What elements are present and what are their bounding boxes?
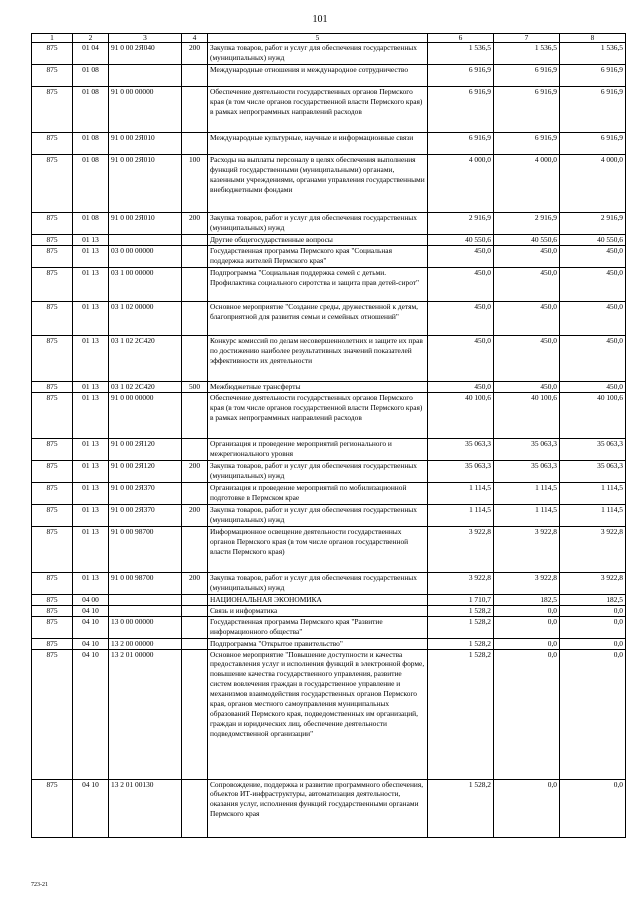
amount-col6-cell: 6 916,9 <box>428 87 494 133</box>
item-name-cell: Подпрограмма "Открытое правительство" <box>208 638 428 649</box>
section-code-cell: 01 13 <box>73 267 109 301</box>
expense-type-cell <box>182 301 208 335</box>
expense-type-cell <box>182 594 208 605</box>
section-code-cell: 01 13 <box>73 235 109 246</box>
publisher-code-cell: 875 <box>32 392 73 438</box>
amount-col6-cell: 40 550,6 <box>428 235 494 246</box>
publisher-code-cell: 875 <box>32 65 73 87</box>
publisher-code-cell: 875 <box>32 504 73 526</box>
amount-col7-cell: 2 916,9 <box>494 213 560 235</box>
amount-col8-cell: 2 916,9 <box>560 213 626 235</box>
item-name-cell: Связь и информатика <box>208 605 428 616</box>
amount-col8-cell: 1 536,5 <box>560 43 626 65</box>
section-code-cell: 01 13 <box>73 381 109 392</box>
amount-col8-cell: 4 000,0 <box>560 155 626 213</box>
section-code-cell: 01 13 <box>73 526 109 572</box>
amount-col6-cell: 1 710,7 <box>428 594 494 605</box>
item-name-cell: Закупка товаров, работ и услуг для обеспечения государственных (муниципальных) нужд <box>208 572 428 594</box>
target-article-cell: 91 0 00 2Я370 <box>109 504 182 526</box>
section-code-cell: 01 13 <box>73 504 109 526</box>
amount-col6-cell: 1 536,5 <box>428 43 494 65</box>
expense-type-cell <box>182 133 208 155</box>
target-article-cell <box>109 235 182 246</box>
column-number: 3 <box>109 34 182 43</box>
publisher-code-cell: 875 <box>32 133 73 155</box>
publisher-code-cell: 875 <box>32 605 73 616</box>
expense-type-cell: 200 <box>182 43 208 65</box>
expense-type-cell <box>182 267 208 301</box>
amount-col6-cell: 450,0 <box>428 267 494 301</box>
table-header <box>32 34 626 43</box>
publisher-code-cell: 875 <box>32 482 73 504</box>
expense-type-cell <box>182 605 208 616</box>
section-code-cell: 01 13 <box>73 438 109 460</box>
column-number: 1 <box>32 34 73 43</box>
item-name-cell: Подпрограмма "Социальная поддержка семей с детьми. Профилактика социального сиротства и защита прав детей-сирот" <box>208 267 428 301</box>
target-article-cell <box>109 605 182 616</box>
target-article-cell: 03 0 00 00000 <box>109 245 182 267</box>
target-article-cell: 91 0 00 00000 <box>109 392 182 438</box>
table-row <box>32 133 626 155</box>
amount-col7-cell: 182,5 <box>494 594 560 605</box>
amount-col8-cell: 6 916,9 <box>560 87 626 133</box>
amount-col8-cell: 0,0 <box>560 649 626 779</box>
amount-col8-cell: 0,0 <box>560 638 626 649</box>
publisher-code-cell: 875 <box>32 155 73 213</box>
table-row <box>32 381 626 392</box>
amount-col7-cell: 6 916,9 <box>494 87 560 133</box>
item-name-cell: Закупка товаров, работ и услуг для обеспечения государственных (муниципальных) нужд <box>208 43 428 65</box>
amount-col8-cell: 40 550,6 <box>560 235 626 246</box>
amount-col8-cell: 40 100,6 <box>560 392 626 438</box>
target-article-cell: 91 0 00 2Я010 <box>109 133 182 155</box>
item-name-cell: Государственная программа Пермского края "Развитие информационного общества" <box>208 616 428 638</box>
table-row <box>32 392 626 438</box>
amount-col6-cell: 1 114,5 <box>428 482 494 504</box>
publisher-code-cell: 875 <box>32 335 73 381</box>
table-row <box>32 301 626 335</box>
amount-col8-cell: 0,0 <box>560 779 626 837</box>
section-code-cell: 01 08 <box>73 133 109 155</box>
amount-col8-cell: 3 922,8 <box>560 572 626 594</box>
amount-col7-cell: 450,0 <box>494 301 560 335</box>
table-row <box>32 267 626 301</box>
target-article-cell: 03 1 02 00000 <box>109 301 182 335</box>
target-article-cell: 91 0 00 2Я040 <box>109 43 182 65</box>
footer-code: 723-21 <box>31 882 48 888</box>
item-name-cell: Международные отношения и международное сотрудничество <box>208 65 428 87</box>
amount-col8-cell: 6 916,9 <box>560 133 626 155</box>
publisher-code-cell: 875 <box>32 526 73 572</box>
column-number: 4 <box>182 34 208 43</box>
expense-type-cell: 200 <box>182 504 208 526</box>
item-name-cell: Основное мероприятие "Создание среды, дружественной к детям, благоприятной для развития семьи и семейных отношений" <box>208 301 428 335</box>
target-article-cell: 91 0 00 98700 <box>109 572 182 594</box>
item-name-cell: Информационное освещение деятельности государственных органов Пермского края (в том числе органов государственной власти Пермского края) <box>208 526 428 572</box>
column-number: 7 <box>494 34 560 43</box>
publisher-code-cell: 875 <box>32 572 73 594</box>
item-name-cell: Обеспечение деятельности государственных органов Пермского края (в том числе органов государственной власти Пермского края) в рамках непрограммных направлений расходов <box>208 392 428 438</box>
table-body <box>32 43 626 838</box>
amount-col7-cell: 6 916,9 <box>494 133 560 155</box>
item-name-cell: Другие общегосударственные вопросы <box>208 235 428 246</box>
amount-col6-cell: 450,0 <box>428 301 494 335</box>
amount-col7-cell: 3 922,8 <box>494 526 560 572</box>
amount-col6-cell: 1 528,2 <box>428 616 494 638</box>
column-number: 5 <box>208 34 428 43</box>
amount-col6-cell: 1 528,2 <box>428 605 494 616</box>
section-code-cell: 04 10 <box>73 649 109 779</box>
amount-col6-cell: 1 528,2 <box>428 649 494 779</box>
column-numbers-row <box>32 34 626 43</box>
publisher-code-cell: 875 <box>32 245 73 267</box>
expense-type-cell <box>182 779 208 837</box>
section-code-cell: 01 13 <box>73 245 109 267</box>
amount-col8-cell: 6 916,9 <box>560 65 626 87</box>
column-number: 6 <box>428 34 494 43</box>
item-name-cell: Международные культурные, научные и информационные связи <box>208 133 428 155</box>
table-row <box>32 235 626 246</box>
item-name-cell: НАЦИОНАЛЬНАЯ ЭКОНОМИКА <box>208 594 428 605</box>
section-code-cell: 04 10 <box>73 605 109 616</box>
section-code-cell: 01 13 <box>73 335 109 381</box>
target-article-cell: 03 1 00 00000 <box>109 267 182 301</box>
amount-col8-cell: 1 114,5 <box>560 504 626 526</box>
publisher-code-cell: 875 <box>32 638 73 649</box>
table-row <box>32 638 626 649</box>
amount-col7-cell: 6 916,9 <box>494 65 560 87</box>
table-row <box>32 438 626 460</box>
table-row <box>32 779 626 837</box>
target-article-cell: 03 1 02 2С420 <box>109 335 182 381</box>
item-name-cell: Государственная программа Пермского края "Социальная поддержка жителей Пермского края" <box>208 245 428 267</box>
item-name-cell: Конкурс комиссий по делам несовершеннолетних и защите их прав по достижению наиболее результативных значений показателей эффективности их деятельности <box>208 335 428 381</box>
target-article-cell: 13 2 00 00000 <box>109 638 182 649</box>
amount-col7-cell: 0,0 <box>494 638 560 649</box>
table-row <box>32 616 626 638</box>
amount-col8-cell: 35 063,3 <box>560 460 626 482</box>
table-row <box>32 504 626 526</box>
publisher-code-cell: 875 <box>32 438 73 460</box>
publisher-code-cell: 875 <box>32 43 73 65</box>
amount-col6-cell: 35 063,3 <box>428 438 494 460</box>
table-row <box>32 155 626 213</box>
table-row <box>32 572 626 594</box>
target-article-cell: 91 0 00 2Я010 <box>109 213 182 235</box>
expense-type-cell: 200 <box>182 460 208 482</box>
amount-col6-cell: 40 100,6 <box>428 392 494 438</box>
target-article-cell: 13 0 00 00000 <box>109 616 182 638</box>
column-number: 8 <box>560 34 626 43</box>
amount-col6-cell: 1 528,2 <box>428 638 494 649</box>
expense-type-cell <box>182 638 208 649</box>
table-row <box>32 460 626 482</box>
item-name-cell: Организация и проведение мероприятий регионального и межрегионального уровня <box>208 438 428 460</box>
amount-col8-cell: 182,5 <box>560 594 626 605</box>
table-row <box>32 245 626 267</box>
expense-type-cell: 200 <box>182 572 208 594</box>
amount-col7-cell: 450,0 <box>494 245 560 267</box>
publisher-code-cell: 875 <box>32 213 73 235</box>
amount-col6-cell: 450,0 <box>428 245 494 267</box>
item-name-cell: Основное мероприятие "Повышение доступности и качества предоставления услуг и исполнения функций в электронной форме, повышение качества государственного управления, развитие систем вовлечения граждан в государственное управление и механизмов взаимодействия государственных органов Пермского края, органов местного самоуправления муниципальных образований Пермского края, подведомственных им организаций, граждан и юридических лиц, обеспечение деятельности подведомственной организации" <box>208 649 428 779</box>
table-row <box>32 213 626 235</box>
amount-col8-cell: 0,0 <box>560 605 626 616</box>
publisher-code-cell: 875 <box>32 594 73 605</box>
amount-col7-cell: 4 000,0 <box>494 155 560 213</box>
item-name-cell: Организация и проведение мероприятий по мобилизационной подготовке в Пермском крае <box>208 482 428 504</box>
amount-col6-cell: 35 063,3 <box>428 460 494 482</box>
target-article-cell: 13 2 01 00000 <box>109 649 182 779</box>
expense-type-cell <box>182 335 208 381</box>
item-name-cell: Расходы на выплаты персоналу в целях обеспечения выполнения функций государственными (муниципальными) органами, казенными учреждениями, органами управления государственными внебюджетными фондами <box>208 155 428 213</box>
amount-col7-cell: 1 536,5 <box>494 43 560 65</box>
expense-type-cell <box>182 87 208 133</box>
target-article-cell: 91 0 00 2Я120 <box>109 438 182 460</box>
expense-type-cell: 500 <box>182 381 208 392</box>
amount-col6-cell: 1 528,2 <box>428 779 494 837</box>
expense-type-cell <box>182 649 208 779</box>
expense-type-cell: 100 <box>182 155 208 213</box>
expense-type-cell <box>182 245 208 267</box>
amount-col7-cell: 0,0 <box>494 649 560 779</box>
publisher-code-cell: 875 <box>32 779 73 837</box>
section-code-cell: 04 10 <box>73 616 109 638</box>
publisher-code-cell: 875 <box>32 267 73 301</box>
amount-col6-cell: 450,0 <box>428 381 494 392</box>
amount-col7-cell: 450,0 <box>494 381 560 392</box>
section-code-cell: 01 04 <box>73 43 109 65</box>
amount-col7-cell: 40 550,6 <box>494 235 560 246</box>
table-row <box>32 526 626 572</box>
target-article-cell: 91 0 00 2Я370 <box>109 482 182 504</box>
page-number: 101 <box>312 14 328 25</box>
target-article-cell: 91 0 00 00000 <box>109 87 182 133</box>
section-code-cell: 04 00 <box>73 594 109 605</box>
publisher-code-cell: 875 <box>32 235 73 246</box>
amount-col6-cell: 450,0 <box>428 335 494 381</box>
amount-col6-cell: 1 114,5 <box>428 504 494 526</box>
section-code-cell: 01 08 <box>73 155 109 213</box>
table-row <box>32 87 626 133</box>
amount-col7-cell: 35 063,3 <box>494 460 560 482</box>
amount-col6-cell: 6 916,9 <box>428 65 494 87</box>
amount-col8-cell: 1 114,5 <box>560 482 626 504</box>
publisher-code-cell: 875 <box>32 87 73 133</box>
expense-type-cell <box>182 65 208 87</box>
table-row <box>32 594 626 605</box>
section-code-cell: 04 10 <box>73 638 109 649</box>
table-row <box>32 482 626 504</box>
section-code-cell: 01 08 <box>73 87 109 133</box>
target-article-cell: 91 0 00 2Я010 <box>109 155 182 213</box>
publisher-code-cell: 875 <box>32 301 73 335</box>
amount-col7-cell: 450,0 <box>494 267 560 301</box>
item-name-cell: Межбюджетные трансферты <box>208 381 428 392</box>
amount-col8-cell: 0,0 <box>560 616 626 638</box>
amount-col8-cell: 3 922,8 <box>560 526 626 572</box>
target-article-cell <box>109 65 182 87</box>
section-code-cell: 01 08 <box>73 213 109 235</box>
expense-type-cell <box>182 438 208 460</box>
target-article-cell: 91 0 00 98700 <box>109 526 182 572</box>
item-name-cell: Закупка товаров, работ и услуг для обеспечения государственных (муниципальных) нужд <box>208 460 428 482</box>
target-article-cell <box>109 594 182 605</box>
expense-type-cell <box>182 392 208 438</box>
target-article-cell: 03 1 02 2С420 <box>109 381 182 392</box>
amount-col8-cell: 450,0 <box>560 335 626 381</box>
amount-col7-cell: 450,0 <box>494 335 560 381</box>
amount-col7-cell: 1 114,5 <box>494 482 560 504</box>
expense-type-cell <box>182 482 208 504</box>
amount-col8-cell: 450,0 <box>560 267 626 301</box>
item-name-cell: Обеспечение деятельности государственных органов Пермского края (в том числе органов государственной власти Пермского края) в рамках непрограммных направлений расходов <box>208 87 428 133</box>
section-code-cell: 01 13 <box>73 460 109 482</box>
table-row <box>32 649 626 779</box>
publisher-code-cell: 875 <box>32 460 73 482</box>
amount-col6-cell: 4 000,0 <box>428 155 494 213</box>
section-code-cell: 01 13 <box>73 301 109 335</box>
target-article-cell: 91 0 00 2Я120 <box>109 460 182 482</box>
amount-col6-cell: 3 922,8 <box>428 526 494 572</box>
amount-col6-cell: 6 916,9 <box>428 133 494 155</box>
table-row <box>32 335 626 381</box>
section-code-cell: 01 08 <box>73 65 109 87</box>
expense-type-cell <box>182 526 208 572</box>
amount-col7-cell: 0,0 <box>494 616 560 638</box>
table-row <box>32 43 626 65</box>
expense-type-cell: 200 <box>182 213 208 235</box>
section-code-cell: 04 10 <box>73 779 109 837</box>
table-row <box>32 65 626 87</box>
publisher-code-cell: 875 <box>32 381 73 392</box>
amount-col7-cell: 0,0 <box>494 605 560 616</box>
section-code-cell: 01 13 <box>73 482 109 504</box>
table-row <box>32 605 626 616</box>
amount-col8-cell: 450,0 <box>560 245 626 267</box>
section-code-cell: 01 13 <box>73 392 109 438</box>
item-name-cell: Сопровождение, поддержка и развитие программного обеспечения, объектов ИТ-инфраструктуры, автоматизация деятельности, оказания услуг, исполнения функций государственными органами Пермского края <box>208 779 428 837</box>
column-number: 2 <box>73 34 109 43</box>
item-name-cell: Закупка товаров, работ и услуг для обеспечения государственных (муниципальных) нужд <box>208 213 428 235</box>
expense-type-cell <box>182 235 208 246</box>
item-name-cell: Закупка товаров, работ и услуг для обеспечения государственных (муниципальных) нужд <box>208 504 428 526</box>
amount-col7-cell: 3 922,8 <box>494 572 560 594</box>
budget-table <box>31 33 626 838</box>
amount-col6-cell: 3 922,8 <box>428 572 494 594</box>
amount-col7-cell: 1 114,5 <box>494 504 560 526</box>
target-article-cell: 13 2 01 00130 <box>109 779 182 837</box>
publisher-code-cell: 875 <box>32 649 73 779</box>
amount-col8-cell: 450,0 <box>560 301 626 335</box>
section-code-cell: 01 13 <box>73 572 109 594</box>
amount-col8-cell: 35 063,3 <box>560 438 626 460</box>
amount-col6-cell: 2 916,9 <box>428 213 494 235</box>
publisher-code-cell: 875 <box>32 616 73 638</box>
amount-col7-cell: 35 063,3 <box>494 438 560 460</box>
expense-type-cell <box>182 616 208 638</box>
amount-col7-cell: 40 100,6 <box>494 392 560 438</box>
amount-col8-cell: 450,0 <box>560 381 626 392</box>
amount-col7-cell: 0,0 <box>494 779 560 837</box>
